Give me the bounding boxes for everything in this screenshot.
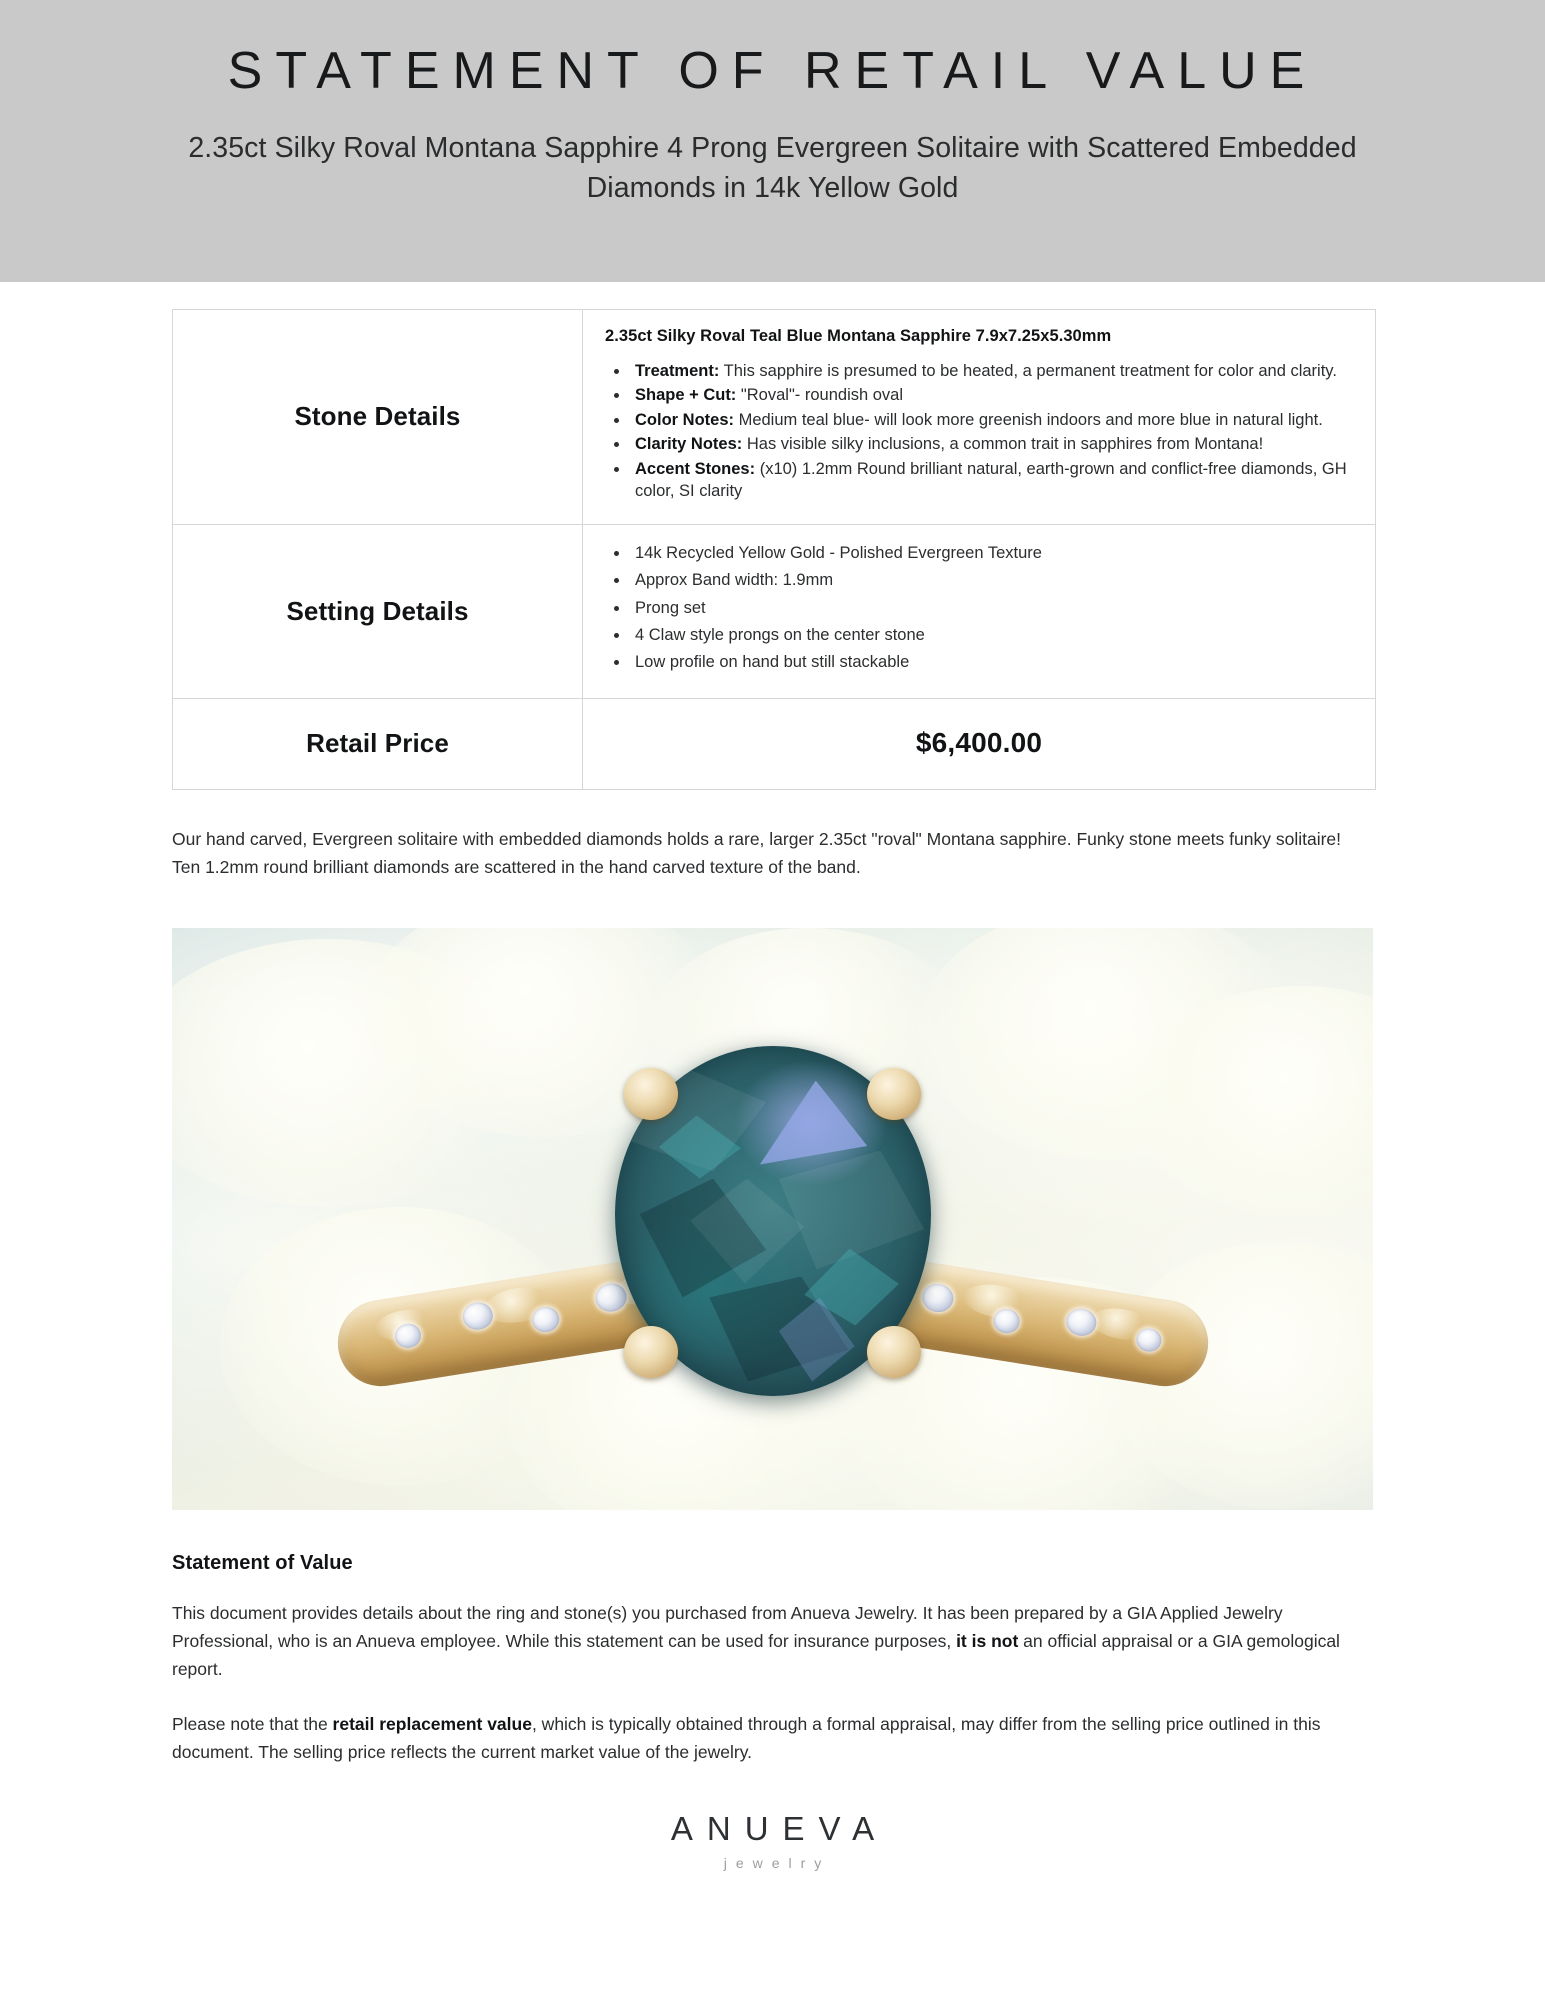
stone-facet-highlight [760, 1081, 867, 1165]
footer-logo [172, 1812, 1373, 1870]
prong-top-right [867, 1068, 921, 1120]
retail-price-value-cell [583, 698, 1376, 789]
list-item: • 4 Claw style prongs on the center stone [630, 624, 1353, 646]
paragraph-2-part-2: , which is typically obtained through a formal appraisal, may differ from the selling price outlined in this document. The selling price reflects the current market value of the jewelry. [172, 1713, 1321, 1762]
list-item-term: Treatment: [635, 362, 720, 380]
setting-details-label: Setting Details [173, 524, 583, 698]
paragraph-1-bold: it is not [956, 1630, 1019, 1651]
stone-heading: 2.35ct Silky Roval Teal Blue Montana Sapphire 7.9x7.25x5.30mm [605, 327, 1112, 345]
retail-price-label: Retail Price [173, 698, 583, 789]
list-item-text: Medium teal blue- will look more greenish indoors and more blue in natural light. [734, 410, 1323, 429]
paragraph-1-part-2: an official appraisal or a GIA gemological report. [172, 1630, 1340, 1680]
accent-diamond [920, 1281, 955, 1314]
page-subtitle: 2.35ct Silky Roval Montana Sapphire 4 Prong Evergreen Solitaire with Scattered Embedded Diamonds in 14k Yellow Gold [188, 131, 1357, 205]
statement-of-value-heading: Statement of Value [172, 1551, 353, 1574]
table-row-setting-details [173, 524, 1376, 698]
list-item [630, 433, 1353, 455]
list-item-text: Has visible silky inclusions, a common trait in sapphires from Montana! [742, 435, 1264, 454]
list-item [630, 409, 1353, 431]
specification-table [172, 309, 1376, 790]
brand-tagline: jewelry [723, 1855, 831, 1872]
statement-paragraph-1 [172, 1599, 1367, 1684]
paragraph-2-bold: retail replacement value [332, 1713, 532, 1734]
table-row-retail-price [173, 698, 1376, 789]
stone-details-list [605, 360, 1353, 503]
prong-bottom-left [624, 1326, 678, 1378]
prong-bottom-right [867, 1326, 921, 1378]
list-item-text: "Roval"- roundish oval [736, 386, 904, 405]
setting-details-value [583, 524, 1376, 698]
document-header [0, 0, 1545, 282]
product-description: Our hand carved, Evergreen solitaire with embedded diamonds holds a rare, larger 2.35ct "roval" Montana sapphire. Funky stone meets funky solitaire! Ten 1.2mm round brilliant diamonds are scattered in the hand carved texture of the band. [172, 828, 1342, 878]
stone-details-label: Stone Details [173, 310, 583, 525]
prong-top-left [624, 1068, 678, 1120]
list-item-text: This sapphire is presumed to be heated, a permanent treatment for color and clarity. [719, 362, 1337, 380]
stone-details-value [583, 310, 1376, 525]
list-item-term: Clarity Notes: [635, 435, 743, 454]
setting-details-list [605, 542, 1353, 674]
page-body [0, 309, 1545, 1870]
brand-name: ANUEVA [670, 1810, 889, 1848]
list-item: • Prong set [630, 597, 1353, 619]
list-item-text: (x10) 1.2mm Round brilliant natural, earth-grown and conflict-free diamonds, GH color, SI clarity [635, 459, 1347, 501]
list-item [630, 384, 1353, 406]
paragraph-1-part-1: This document provides details about the ring and stone(s) you purchased from Anueva Jewelry. It has been prepared by a GIA Applied Jewelry Professional, who is an Anueva employee. While this statement can be used for insurance purposes, [172, 1602, 1283, 1651]
ring-photo [172, 928, 1373, 1510]
accent-diamond [1064, 1306, 1098, 1337]
list-item: • Approx Band width: 1.9mm [630, 569, 1353, 591]
list-item [630, 458, 1353, 503]
table-row-stone-details [173, 310, 1376, 525]
list-item [630, 360, 1353, 382]
list-item-term: Shape + Cut: [635, 386, 737, 405]
list-item: • Low profile on hand but still stackable [630, 651, 1353, 673]
list-item: • 14k Recycled Yellow Gold - Polished Evergreen Texture [630, 542, 1353, 564]
page-title: STATEMENT OF RETAIL VALUE [227, 42, 1318, 100]
statement-paragraph-2 [172, 1710, 1367, 1767]
list-item-term: Color Notes: [635, 410, 734, 429]
retail-price-value: $6,400.00 [915, 726, 1043, 758]
list-item-term: Accent Stones: [635, 459, 756, 478]
paragraph-2-part-1: Please note that the [172, 1713, 333, 1734]
